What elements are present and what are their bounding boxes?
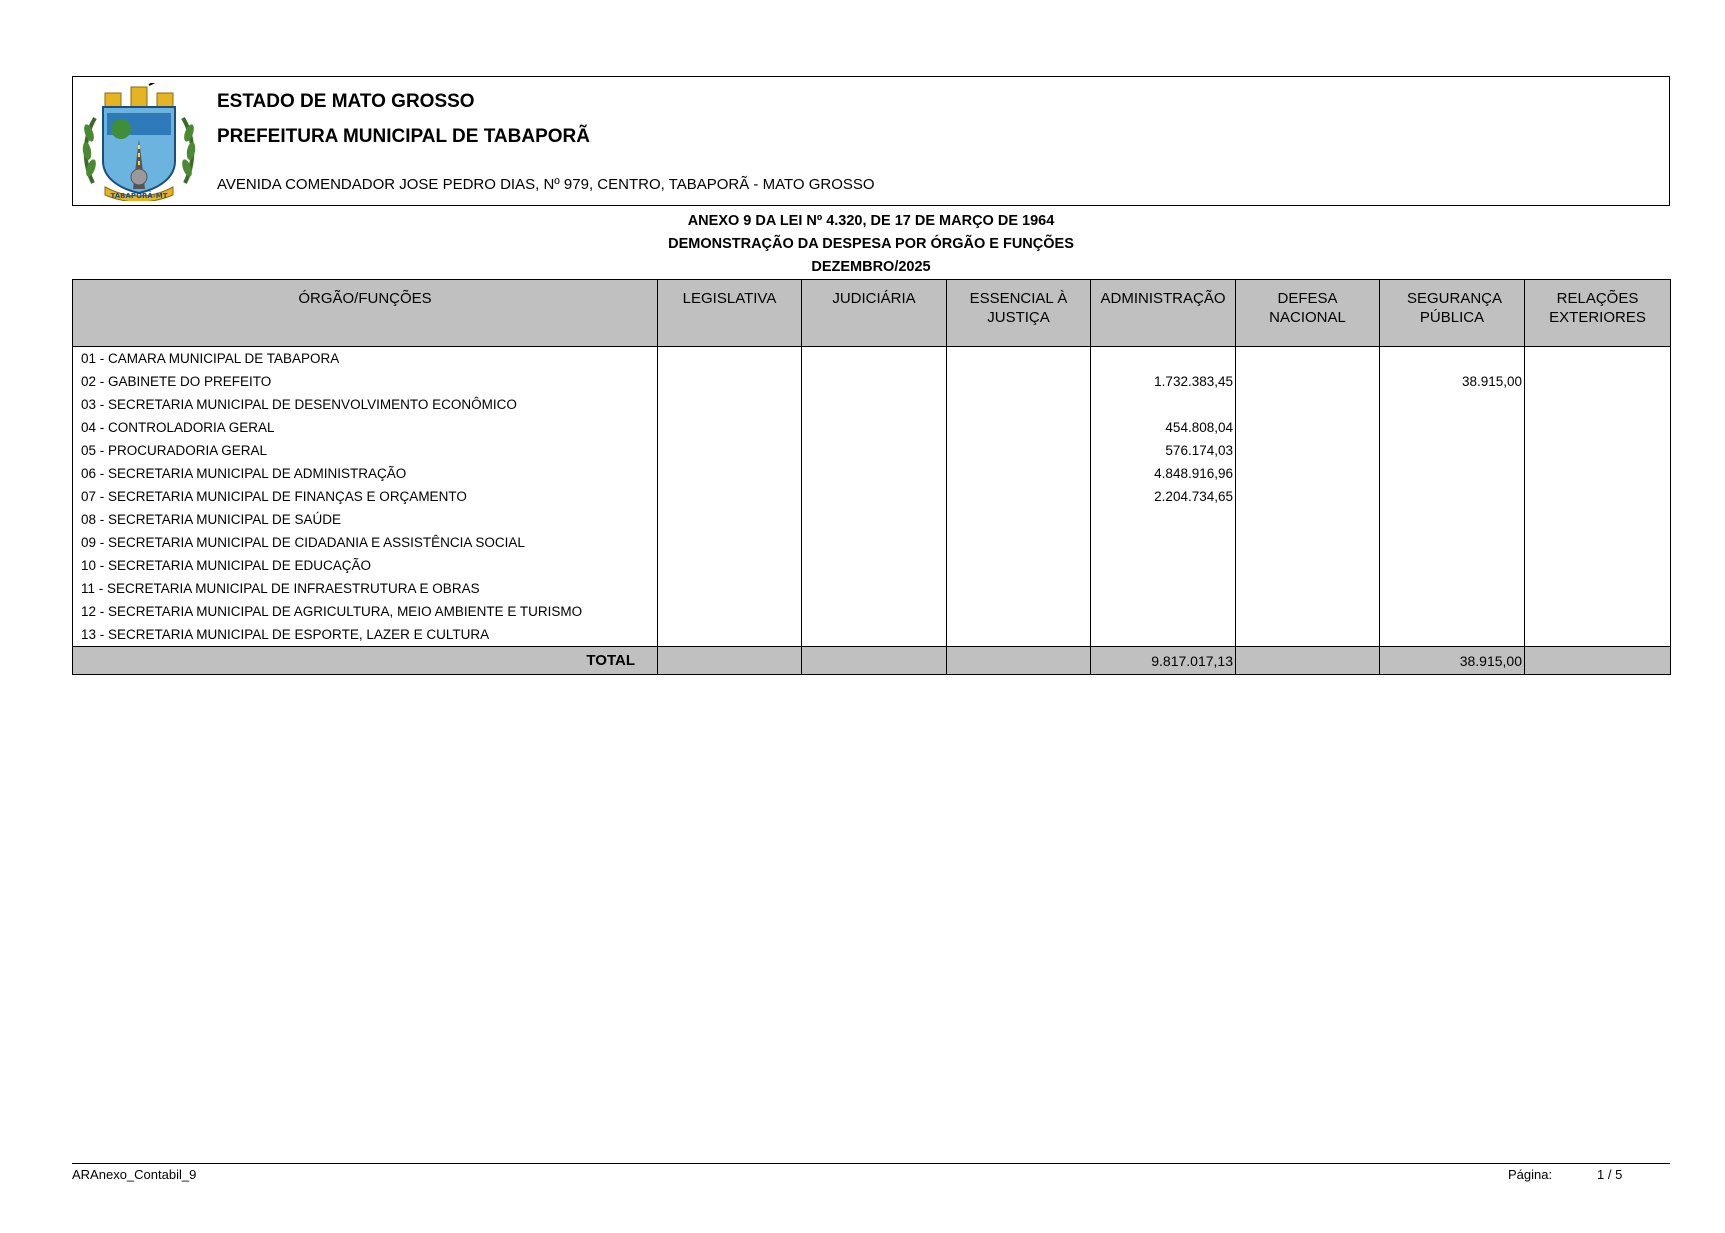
footer-divider [72, 1163, 1670, 1164]
value-cell [802, 439, 947, 462]
table-row [73, 416, 1671, 439]
value-cell [802, 462, 947, 485]
value-cell [1525, 623, 1671, 647]
value-cell [947, 577, 1091, 600]
value-cell [1380, 439, 1525, 462]
value-cell [1380, 485, 1525, 508]
value-cell [658, 485, 802, 508]
value-cell: 1.732.383,45 [1091, 370, 1236, 393]
orgao-name-cell: 02 - GABINETE DO PREFEITO [73, 370, 658, 393]
value-cell [1525, 462, 1671, 485]
table-row [73, 577, 1671, 600]
value-cell [1525, 508, 1671, 531]
value-cell [1525, 600, 1671, 623]
value-cell [802, 531, 947, 554]
value-cell [947, 393, 1091, 416]
value-cell [658, 439, 802, 462]
orgao-name-cell: 12 - SECRETARIA MUNICIPAL DE AGRICULTURA, MEIO AMBIENTE E TURISMO [73, 600, 658, 623]
value-cell [1236, 485, 1380, 508]
orgao-name-cell: 10 - SECRETARIA MUNICIPAL DE EDUCAÇÃO [73, 554, 658, 577]
col-header-essencial [947, 280, 1091, 347]
total-cell: 38.915,00 [1380, 647, 1525, 675]
total-cell [1236, 647, 1380, 675]
value-cell [658, 370, 802, 393]
value-cell [1236, 531, 1380, 554]
value-cell: 576.174,03 [1091, 439, 1236, 462]
value-cell [947, 347, 1091, 371]
table-row [73, 508, 1671, 531]
orgao-name-cell: 08 - SECRETARIA MUNICIPAL DE SAÚDE [73, 508, 658, 531]
value-cell [1380, 347, 1525, 371]
col-header-judiciaria: JUDICIÁRIA [802, 280, 947, 347]
report-period: DEZEMBRO/2025 [811, 259, 931, 275]
city-hall-name: PREFEITURA MUNICIPAL DE TABAPORÃ [217, 126, 590, 147]
value-cell: 38.915,00 [1380, 370, 1525, 393]
table-row [73, 531, 1671, 554]
value-cell [1380, 600, 1525, 623]
orgao-name-cell: 13 - SECRETARIA MUNICIPAL DE ESPORTE, LAZER E CULTURA [73, 623, 658, 647]
value-cell [658, 416, 802, 439]
table-header-row [73, 280, 1671, 347]
table-row [73, 600, 1671, 623]
value-cell [1525, 554, 1671, 577]
report-id: ARAnexo_Contabil_9 [72, 1167, 197, 1182]
col-header-orgao: ÓRGÃO/FUNÇÕES [73, 280, 658, 347]
table-row [73, 370, 1671, 393]
value-cell [802, 485, 947, 508]
value-cell [1525, 370, 1671, 393]
value-cell [1236, 508, 1380, 531]
value-cell [658, 554, 802, 577]
value-cell [1525, 531, 1671, 554]
value-cell [658, 347, 802, 371]
value-cell [802, 416, 947, 439]
value-cell [1236, 554, 1380, 577]
value-cell [1236, 623, 1380, 647]
value-cell [1236, 370, 1380, 393]
expense-table [72, 279, 1671, 675]
value-cell [947, 462, 1091, 485]
total-cell [802, 647, 947, 675]
value-cell [802, 508, 947, 531]
value-cell [1380, 393, 1525, 416]
value-cell [947, 439, 1091, 462]
value-cell [1091, 600, 1236, 623]
table-row [73, 439, 1671, 462]
value-cell [658, 623, 802, 647]
value-cell [1380, 623, 1525, 647]
value-cell [947, 623, 1091, 647]
value-cell [802, 623, 947, 647]
value-cell [658, 600, 802, 623]
value-cell [1380, 554, 1525, 577]
value-cell [1091, 508, 1236, 531]
value-cell [1091, 554, 1236, 577]
value-cell [1380, 508, 1525, 531]
page-label: Página: [1508, 1167, 1553, 1182]
value-cell [947, 508, 1091, 531]
value-cell [658, 531, 802, 554]
value-cell: 454.808,04 [1091, 416, 1236, 439]
total-label: TOTAL [73, 647, 658, 675]
total-cell [658, 647, 802, 675]
orgao-name-cell: 09 - SECRETARIA MUNICIPAL DE CIDADANIA E ASSISTÊNCIA SOCIAL [73, 531, 658, 554]
table-row [73, 347, 1671, 371]
value-cell [1091, 577, 1236, 600]
value-cell [947, 554, 1091, 577]
value-cell [1380, 462, 1525, 485]
value-cell [802, 347, 947, 371]
coat-of-arms-logo [79, 83, 199, 201]
value-cell [1236, 577, 1380, 600]
report-titles [72, 210, 1670, 279]
value-cell [1380, 531, 1525, 554]
col-header-relacoes [1525, 280, 1671, 347]
value-cell [658, 508, 802, 531]
value-cell [947, 416, 1091, 439]
value-cell [1380, 416, 1525, 439]
value-cell [1525, 485, 1671, 508]
value-cell [802, 554, 947, 577]
value-cell [1236, 600, 1380, 623]
value-cell [1525, 393, 1671, 416]
col-header-defesa [1236, 280, 1380, 347]
page-number: 1 / 5 [1597, 1167, 1623, 1182]
table-row [73, 554, 1671, 577]
state-name: ESTADO DE MATO GROSSO [217, 91, 475, 112]
col-header-seguranca-text: SEGURANÇA PÚBLICA [1407, 290, 1503, 326]
col-header-relacoes-text: RELAÇÕES EXTERIORES [1549, 290, 1646, 326]
value-cell [1236, 393, 1380, 416]
col-header-legislativa: LEGISLATIVA [658, 280, 802, 347]
table-row [73, 393, 1671, 416]
value-cell [1091, 393, 1236, 416]
col-header-administracao: ADMINISTRAÇÃO [1091, 280, 1236, 347]
svg-text:TABAPORÃ-MT: TABAPORÃ-MT [110, 192, 168, 200]
orgao-name-cell: 07 - SECRETARIA MUNICIPAL DE FINANÇAS E ORÇAMENTO [73, 485, 658, 508]
value-cell [947, 485, 1091, 508]
table-row [73, 485, 1671, 508]
value-cell [802, 577, 947, 600]
orgao-name-cell: 04 - CONTROLADORIA GERAL [73, 416, 658, 439]
value-cell [658, 577, 802, 600]
orgao-name-cell: 05 - PROCURADORIA GERAL [73, 439, 658, 462]
col-header-seguranca [1380, 280, 1525, 347]
table-row [73, 462, 1671, 485]
value-cell [1525, 439, 1671, 462]
value-cell [947, 531, 1091, 554]
total-cell [947, 647, 1091, 675]
value-cell [1525, 577, 1671, 600]
value-cell [1236, 347, 1380, 371]
total-cell [1525, 647, 1671, 675]
value-cell [1525, 347, 1671, 371]
value-cell [1091, 347, 1236, 371]
value-cell: 2.204.734,65 [1091, 485, 1236, 508]
orgao-name-cell: 06 - SECRETARIA MUNICIPAL DE ADMINISTRAÇÃO [73, 462, 658, 485]
orgao-name-cell: 01 - CAMARA MUNICIPAL DE TABAPORA [73, 347, 658, 371]
value-cell [802, 370, 947, 393]
report-title-subject: DEMONSTRAÇÃO DA DESPESA POR ÓRGÃO E FUNÇÕES [668, 236, 1074, 252]
col-header-defesa-text: DEFESA NACIONAL [1269, 290, 1346, 326]
orgao-name-cell: 03 - SECRETARIA MUNICIPAL DE DESENVOLVIMENTO ECONÔMICO [73, 393, 658, 416]
value-cell: 4.848.916,96 [1091, 462, 1236, 485]
value-cell [1236, 416, 1380, 439]
value-cell [947, 370, 1091, 393]
total-row [73, 647, 1671, 675]
total-cell: 9.817.017,13 [1091, 647, 1236, 675]
value-cell [658, 462, 802, 485]
value-cell [802, 393, 947, 416]
value-cell [1236, 439, 1380, 462]
value-cell [802, 600, 947, 623]
value-cell [1091, 531, 1236, 554]
value-cell [947, 600, 1091, 623]
orgao-name-cell: 11 - SECRETARIA MUNICIPAL DE INFRAESTRUTURA E OBRAS [73, 577, 658, 600]
address: AVENIDA COMENDADOR JOSE PEDRO DIAS, Nº 979, CENTRO, TABAPORÃ - MATO GROSSO [217, 176, 875, 193]
col-header-essencial-text: ESSENCIAL À JUSTIÇA [969, 290, 1068, 326]
table-row [73, 623, 1671, 647]
header-box [72, 76, 1670, 206]
value-cell [658, 393, 802, 416]
value-cell [1525, 416, 1671, 439]
report-title-law: ANEXO 9 DA LEI Nº 4.320, DE 17 DE MARÇO DE 1964 [687, 213, 1055, 229]
value-cell [1236, 462, 1380, 485]
value-cell [1380, 577, 1525, 600]
value-cell [1091, 623, 1236, 647]
